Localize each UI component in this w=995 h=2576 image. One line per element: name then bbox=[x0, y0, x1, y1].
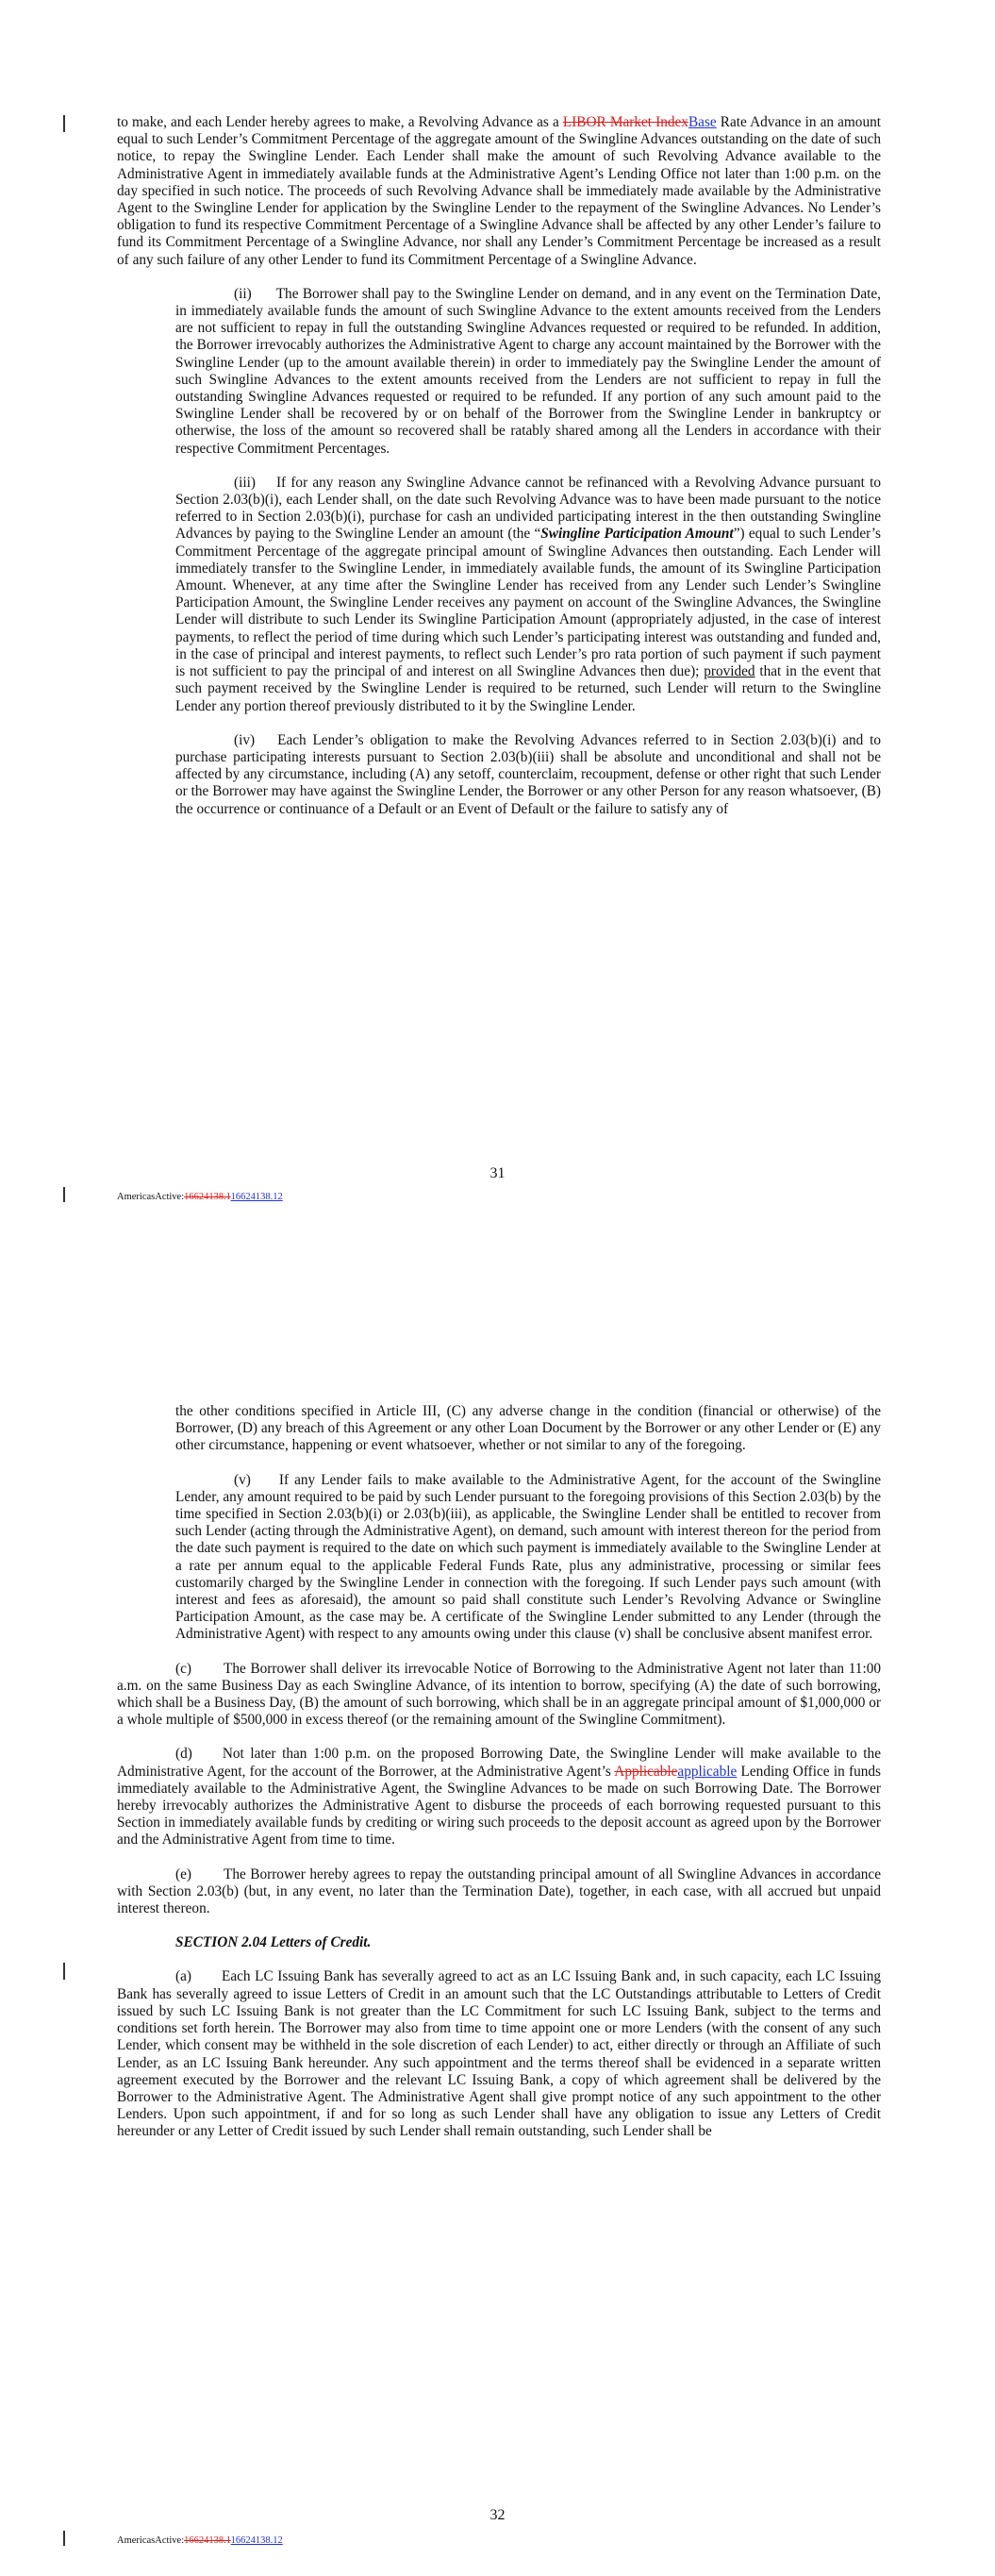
clause-number: (a) bbox=[175, 1968, 191, 1985]
clause-number: (v) bbox=[234, 1471, 251, 1488]
paragraph-a-letters-of-credit: (a) Each LC Issuing Bank has severally agreed to act as an LC Issuing Bank and, in such capacity, each LC Issuing Bank has severally agreed to issue Letters of Credit in an amount such that the LC Outstandings attributable to Letters of Credit issued by such LC Issuing Bank is not greater than the LC Commitment for such LC Issuing Bank, subject to the terms and conditions set forth herein. The Borrower may also from time to time appoint one or more Lenders (with the consent of any such Lender, which consent may be withheld in the sole discretion of each Lender) to act, either directly or through an Affiliate of such Lender, as an LC Issuing Bank hereunder. Any such appointment and the terms thereof shall be evidenced in a separate written agreement executed by the Borrower and the relevant LC Issuing Bank, a copy of which agreement shall be delivered by the Borrower to the Administrative Agent. The Administrative Agent shall give prompt notice of any such appointment to the other Lenders. Upon such appointment, if and for so long as such Lender shall have any obligation to issue any Letters of Credit hereunder or any Letter of Credit issued by such Lender shall remain outstanding, such Lender shall be bbox=[117, 1968, 881, 2140]
clause-number: (c) bbox=[175, 1660, 191, 1677]
paragraph-ii: (ii) The Borrower shall pay to the Swingline Lender on demand, and in any event on the Termination Date, in immediately available funds the amount of such Swingline Advance to the extent amounts received from the Lenders are not sufficient to repay in full the outstanding Swingline Advances requested or required to be refunded. In addition, the Borrower irrevocably authorizes the Administrative Agent to charge any account maintained by the Borrower with the Swingline Lender (up to the amount available therein) in order to immediately pay the Swingline Lender the amount of such Swingline Advances to the extent amounts received from the Lenders are not sufficient to repay in full the outstanding Swingline Advances requested or required to be refunded. If any portion of any such amount paid to the Swingline Lender shall be recovered by or on behalf of the Borrower from the Swingline Lender in bankruptcy or otherwise, the loss of the amount so recovered shall be ratably shared among all the Lenders in accordance with their respective Commitment Percentages. bbox=[175, 285, 881, 457]
page-32-body bbox=[117, 1403, 881, 2158]
clause-number: (d) bbox=[175, 1746, 192, 1763]
paragraph-v: (v) If any Lender fails to make available to the Administrative Agent, for the account of the Swingline Lender, any amount required to be paid by such Lender pursuant to the foregoing provisions of this Section 2.03(b) by the time specified in Section 2.03(b)(i) or 2.03(b)(iii), as applicable, the Swingline Lender shall be entitled to recover from such Lender (acting through the Administrative Agent), on demand, such amount with interest thereon for the period from the date such payment is required to the date on which such payment is immediately available to the Swingline Lender at a rate per annum equal to the applicable Federal Funds Rate, plus any administrative, processing or similar fees customarily charged by the Swingline Lender in connection with the foregoing. If such Lender pays such amount (with interest and fees as aforesaid), the amount so paid shall constitute such Lender’s Revolving Advance or Swingline Participation Amount, as the case may be. A certificate of the Swingline Lender submitted to any Lender (through the Administrative Agent) with respect to any amounts owing under this clause (v) shall be conclusive absent manifest error. bbox=[175, 1471, 881, 1643]
page-31 bbox=[0, 0, 995, 1264]
page-number: 31 bbox=[489, 1165, 506, 1181]
change-bar bbox=[63, 115, 65, 132]
inserted-text: applicable bbox=[677, 1763, 738, 1780]
clause-number: (e) bbox=[175, 1865, 191, 1882]
inserted-text: Base bbox=[688, 114, 717, 130]
footer: AmericasActive:16624138.116624138.12 bbox=[117, 2535, 283, 2546]
paragraph-e: (e) The Borrower hereby agrees to repay the outstanding principal amount of all Swingline Advances in accordance with Section 2.03(b) (but, in any event, no later than the Termination Date), together, in each case, with all accrued but unpaid interest thereon. bbox=[117, 1865, 881, 1917]
change-bar bbox=[63, 1963, 65, 1980]
paragraph-continuation: the other conditions specified in Article III, (C) any adverse change in the condition (financial or otherwise) of the Borrower, (D) any breach of this Agreement or any other Loan Document by the Borrower or any other Lender or (E) any other circumstance, happening or event whatsoever, whether or not similar to any of the foregoing. bbox=[175, 1403, 881, 1454]
paragraph-iii: (iii) If for any reason any Swingline Advance cannot be refinanced with a Revolving Advance pursuant to Section 2.03(b)(i), each Lender shall, on the date such Revolving Advance was to have been made pursuant to the notice referred to in Section 2.03(b)(i), purchase for cash an undivided participating interest in the then outstanding Swingline Advances by paying to the Swingline Lender an amount (the “Swingline Participation Amount”) equal to such Lender’s Commitment Percentage of the aggregate principal amount of Swingline Advances then outstanding. Each Lender will immediately transfer to the Swingline Lender, in immediately available funds, the amount of its Swingline Participation Amount. Whenever, at any time after the Swingline Lender has received from any Lender such Lender’s Swingline Participation Amount, the Swingline Lender receives any payment on account of the Swingline Advances, the Swingline Lender will distribute to such Lender its Swingline Participation Amount (appropriately adjusted, in the case of interest payments, to reflect the period of time during which such Lender’s participating interest was outstanding and funded and, in the case of principal and interest payments, to reflect such Lender’s pro rata portion of such payment if such payment is not sufficient to pay the principal of and interest on all Swingline Advances then due); provided that in the event that such payment received by the Swingline Lender is required to be returned, such Lender will return to the Swingline Lender any portion thereof previously distributed to it by the Swingline Lender. bbox=[175, 474, 881, 714]
page-32 bbox=[0, 1264, 995, 2576]
change-bar bbox=[63, 1187, 65, 1202]
paragraph-d: (d) Not later than 1:00 p.m. on the proposed Borrowing Date, the Swingline Lender will make available to the Administrative Agent, for the account of the Borrower, at the Administrative Agent’s Applicableapplicable Lending Office in funds immediately available to the Administrative Agent, the Swingline Advances to be made on such Borrowing Date. The Borrower hereby irrevocably authorizes the Administrative Agent to disburse the proceeds of each borrowing requested pursuant to this Section in immediately available funds by crediting or wiring such proceeds to the deposit account as agreed upon by the Borrower and the Administrative Agent from time to time. bbox=[117, 1746, 882, 1848]
provided-term: provided bbox=[704, 663, 755, 680]
paragraph-revolving-advance: to make, and each Lender hereby agrees to make, a Revolving Advance as a LIBOR Market IndexBase Rate Advance in an amount equal to such Lender’s Commitment Percentage of the aggregate amount of the Swingline Advances outstanding on the date of such notice, to repay the Swingline Lender. Each Lender shall make the amount of such Revolving Advance available to the Administrative Agent in immediately available funds at the Administrative Agent’s Lending Office not later than 1:00 p.m. on the day specified in such notice. The proceeds of such Revolving Advance shall be immediately made available by the Administrative Agent to the Swingline Lender for application by the Swingline Lender to the repayment of the Swingline Advances. No Lender’s obligation to fund its respective Commitment Percentage of a Swingline Advance shall be affected by any other Lender’s failure to fund its Commitment Percentage of a Swingline Advance, nor shall any Lender’s Commitment Percentage be increased as a result of any such failure of any other Lender to fund its Commitment Percentage of a Swingline Advance. bbox=[117, 114, 881, 268]
page-number: 32 bbox=[489, 2507, 506, 2523]
paragraph-iv: (iv) Each Lender’s obligation to make the Revolving Advances referred to in Section 2.03(b)(i) and to purchase participating interests pursuant to Section 2.03(b)(iii) shall be absolute and unconditional and shall not be affected by any circumstance, including (A) any setoff, counterclaim, recoupment, defense or other right that such Lender or the Borrower may have against the Swingline Lender, the Borrower or any other Person for any reason whatsoever, (B) the occurrence or continuance of a Default or an Event of Default or the failure to satisfy any of bbox=[175, 731, 881, 817]
deleted-text: Applicable bbox=[614, 1763, 678, 1780]
section-heading: SECTION 2.04 Letters of Credit. bbox=[175, 1934, 372, 1951]
change-bar bbox=[63, 2531, 65, 2546]
deleted-text: LIBOR Market Index bbox=[562, 114, 688, 130]
clause-number: (ii) bbox=[234, 285, 252, 302]
defined-term: Swingline Participation Amount bbox=[540, 526, 734, 543]
footer: AmericasActive:16624138.116624138.12 bbox=[117, 1192, 283, 1202]
clause-number: (iii) bbox=[234, 474, 256, 491]
clause-number: (iv) bbox=[234, 731, 256, 748]
paragraph-c: (c) The Borrower shall deliver its irrevocable Notice of Borrowing to the Administrative Agent not later than 11:00 a.m. on the same Business Day as each Swingline Advance, of its intention to borrow, specifying (A) the date of such borrowing, which shall be a Business Day, (B) the amount of such borrowing, which shall be in an aggregate principal amount of $1,000,000 or a whole multiple of $500,000 in excess thereof (or the remaining amount of the Swingline Commitment). bbox=[117, 1660, 881, 1729]
page-31-body bbox=[117, 114, 881, 835]
